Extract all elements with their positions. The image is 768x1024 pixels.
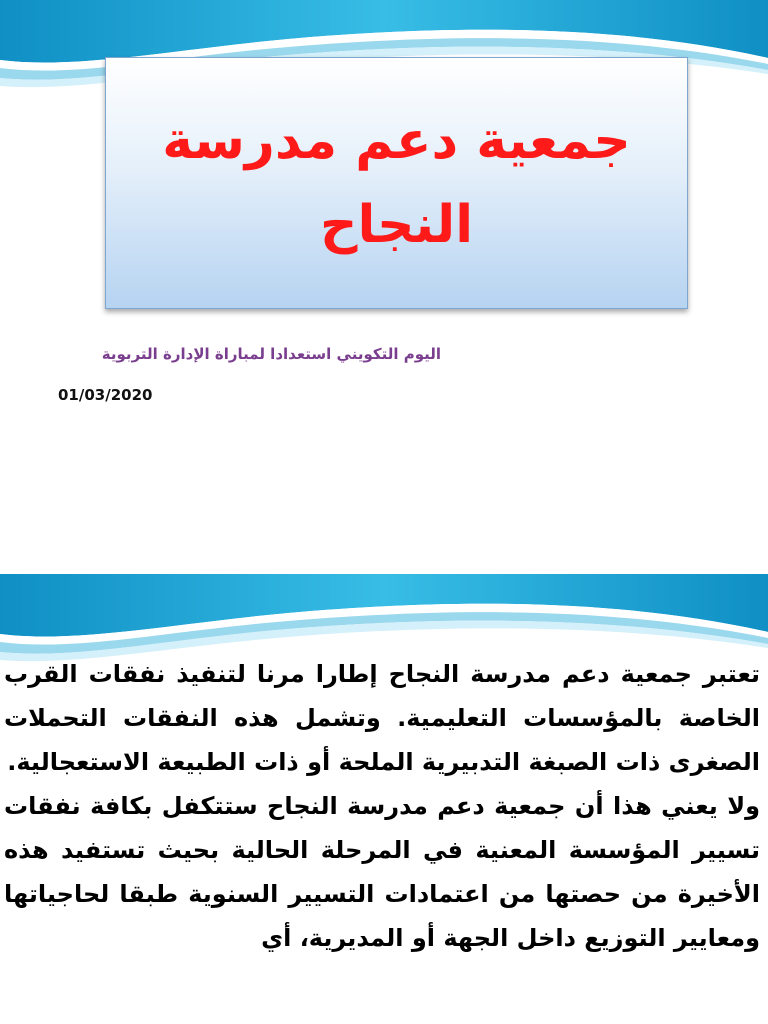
- body-paragraph-1: تعتبر جمعية دعم مدرسة النجاح إطارا مرنا لتنفيذ نفقات القرب الخاصة بالمؤسسات التعليمية. وتشمل هذه النفقات التحملات الصغرى ذات الصبغة التدبيرية الملحة أو ذات الطبيعة الاستعجالية.: [4, 660, 760, 776]
- slide-date: 01/03/2020: [58, 386, 153, 404]
- slide-body-text: [4, 652, 760, 960]
- slide-title: جمعية دعم مدرسة النجاح: [162, 111, 631, 255]
- slide-subtitle: اليوم التكويني استعدادا لمباراة الإدارة التربوية: [101, 345, 441, 363]
- body-paragraph-2: ولا يعني هذا أن جمعية دعم مدرسة النجاح ستتكفل بكافة نفقات تسيير المؤسسة المعنية في المرحلة الحالية بحيث تستفيد هذه الأخيرة من حصتها من اعتمادات التسيير السنوية طبقا لحاجياتها ومعايير التوزيع داخل الجهة أو المديرية، أي: [4, 792, 760, 952]
- slide-2: [0, 574, 768, 1024]
- title-box: [105, 57, 688, 309]
